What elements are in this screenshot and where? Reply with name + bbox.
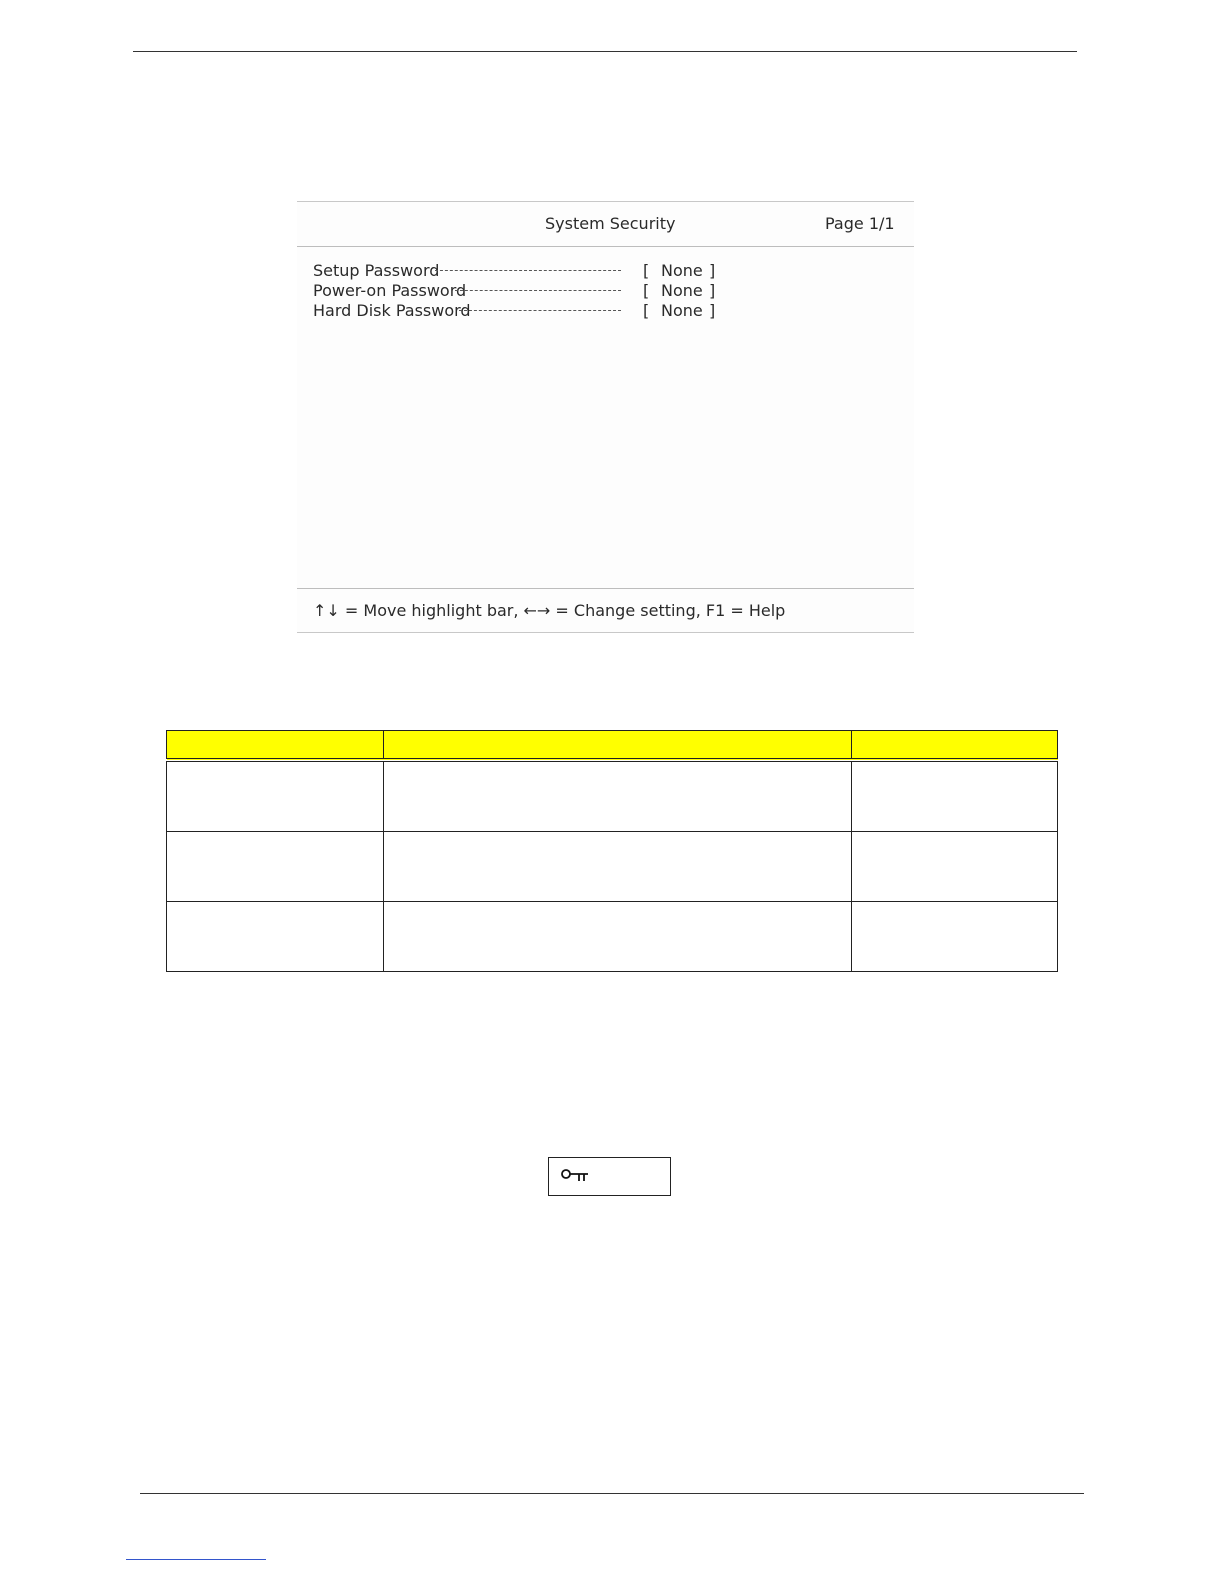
hard-disk-password-row[interactable] [313,301,733,321]
bracket-open: [ [643,261,650,280]
setup-password-row[interactable] [313,261,733,281]
table-cell [852,832,1058,902]
table-cell [167,832,384,902]
bracket-close: ] [709,301,716,320]
table-row [167,832,1058,902]
setup-password-value[interactable]: None [661,261,703,280]
table-header-cell [852,731,1058,761]
bracket-open: [ [643,281,650,300]
table-row [167,760,1058,832]
bios-screen [297,201,914,633]
power-on-password-label: Power-on Password [313,281,467,300]
table-cell [852,760,1058,832]
power-on-password-row[interactable] [313,281,733,301]
table-cell [852,902,1058,972]
table-cell [384,902,852,972]
bios-footer [297,588,914,632]
hard-disk-password-label: Hard Disk Password [313,301,471,320]
leader-dashes [459,310,621,311]
leader-dashes [455,290,621,291]
parameter-table [166,730,1058,972]
table-cell [167,760,384,832]
table-cell [384,760,852,832]
table-row [167,902,1058,972]
bios-help-line: ↑↓ = Move highlight bar, ←→ = Change setting, F1 = Help [313,601,786,620]
bracket-close: ] [709,261,716,280]
table-header-cell [384,731,852,761]
important-note-box [548,1157,671,1196]
top-rule [133,51,1077,52]
bracket-close: ] [709,281,716,300]
bracket-open: [ [643,301,650,320]
bios-header [297,202,914,247]
power-on-password-value[interactable]: None [661,281,703,300]
table-cell [167,902,384,972]
footer-link-underline[interactable] [126,1559,266,1560]
table-header-cell [167,731,384,761]
bottom-rule [140,1493,1084,1494]
bios-page-indicator: Page 1/1 [825,214,895,233]
table-header-row [167,731,1058,761]
bios-title: System Security [545,214,676,233]
key-icon [561,1168,591,1184]
table-cell [384,832,852,902]
hard-disk-password-value[interactable]: None [661,301,703,320]
leader-dashes [435,270,621,271]
setup-password-label: Setup Password [313,261,440,280]
